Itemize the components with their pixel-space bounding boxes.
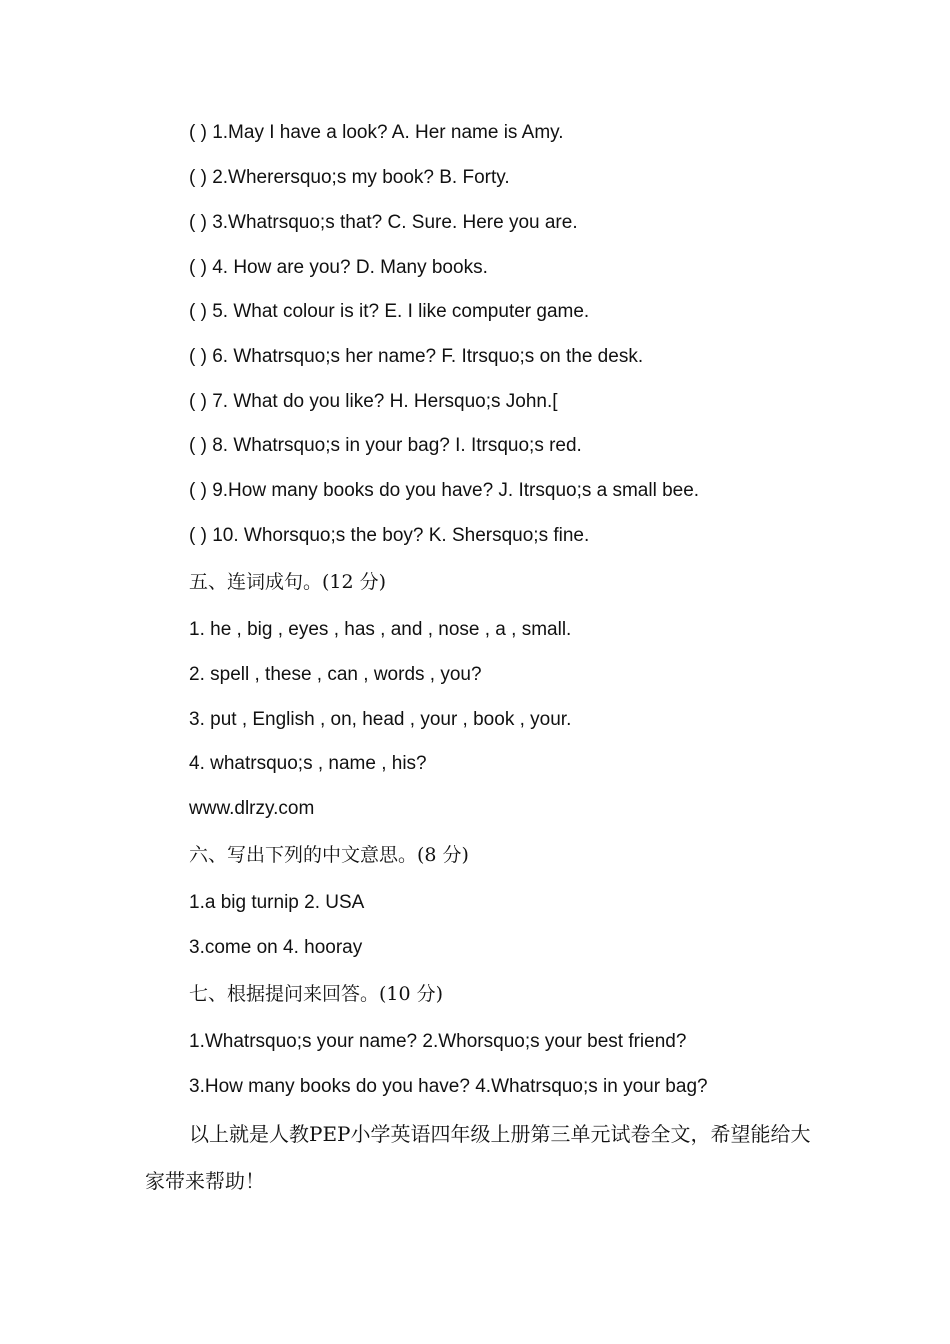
matching-item-10: ( ) 10. Whorsquo;s the boy? K. Shersquo;s fine. — [189, 525, 590, 546]
matching-item-8: ( ) 8. Whatrsquo;s in your bag? I. Itrsquo;s red. — [189, 435, 582, 456]
matching-item-9: ( ) 9.How many books do you have? J. Itrsquo;s a small bee. — [189, 480, 700, 501]
matching-item-3: ( ) 3.Whatrsquo;s that? C. Sure. Here you are. — [189, 212, 578, 233]
section-5-item-2: 2. spell , these , can , words , you? — [189, 664, 482, 685]
section-6-item-1: 1.a big turnip 2. USA — [189, 892, 365, 913]
section-5-item-4: 4. whatrsquo;s , name , his? — [189, 753, 427, 774]
section-5-item-1: 1. he , big , eyes , has , and , nose , a , small. — [189, 619, 572, 640]
matching-item-4: ( ) 4. How are you? D. Many books. — [189, 257, 488, 278]
matching-item-1: ( ) 1.May I have a look? A. Her name is Amy. — [189, 122, 564, 143]
section-5-heading: 五、连词成句。(12 分) — [189, 571, 387, 593]
section-7-heading: 七、根据提问来回答。(10 分) — [189, 983, 444, 1005]
section-6-item-2: 3.come on 4. hooray — [189, 937, 363, 958]
matching-item-6: ( ) 6. Whatrsquo;s her name? F. Itrsquo;s on the desk. — [189, 346, 644, 367]
closing-paragraph: 以上就是人教PEP小学英语四年级上册第三单元试卷全文，希望能给大家带来帮助！ — [145, 1122, 811, 1193]
matching-item-7: ( ) 7. What do you like? H. Hersquo;s John.[ — [189, 391, 558, 412]
website-text: www.dlrzy.com — [189, 798, 315, 819]
section-7-item-2: 3.How many books do you have? 4.Whatrsquo;s in your bag? — [189, 1076, 708, 1097]
matching-item-5: ( ) 5. What colour is it? E. I like computer game. — [189, 301, 590, 322]
matching-item-2: ( ) 2.Wherersquo;s my book? B. Forty. — [189, 167, 510, 188]
section-7-item-1: 1.Whatrsquo;s your name? 2.Whorsquo;s your best friend? — [189, 1031, 687, 1052]
section-6-heading: 六、写出下列的中文意思。(8 分) — [189, 844, 469, 866]
section-5-item-3: 3. put , English , on, head , your , book , your. — [189, 709, 572, 730]
